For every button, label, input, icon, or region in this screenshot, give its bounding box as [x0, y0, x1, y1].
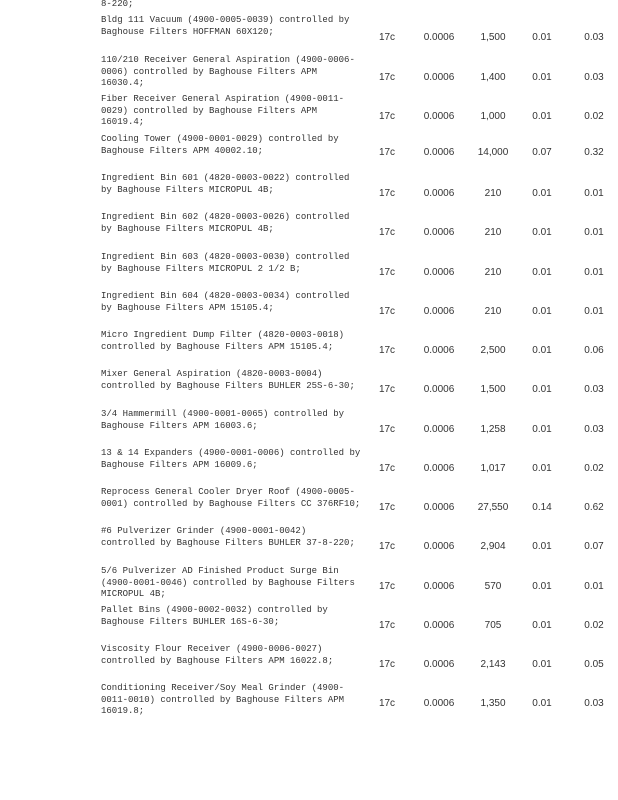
- flow-rate: 1,500: [480, 32, 506, 43]
- emission-factor: 0.0006: [423, 620, 455, 631]
- reference-code: 17c: [378, 227, 396, 238]
- flow-rate: 1,350: [480, 698, 506, 709]
- source-description: Ingredient Bin 604 (4820-0003-0034) controlled by Baghouse Filters APM 15105.4;: [101, 291, 350, 313]
- table-row: [0, 330, 618, 369]
- table-row: [0, 526, 618, 565]
- flow-rate: 210: [484, 227, 502, 238]
- emission-value-1: 0.14: [532, 502, 552, 513]
- emission-factor: 0.0006: [423, 541, 455, 552]
- flow-rate: 2,904: [480, 541, 506, 552]
- emission-factor: 0.0006: [423, 32, 455, 43]
- table-row: [0, 683, 618, 722]
- emission-factor: 0.0006: [423, 698, 455, 709]
- table-row: [0, 252, 618, 291]
- source-description: #6 Pulverizer Grinder (4900-0001-0042) controlled by Baghouse Filters BUHLER 37-8-220;: [101, 526, 355, 548]
- emission-value-2: 0.01: [584, 267, 604, 278]
- emission-value-1: 0.01: [532, 698, 552, 709]
- source-description: Conditioning Receiver/Soy Meal Grinder (4900-0011-0010) controlled by Baghouse Filters APM 16019.8;: [101, 683, 345, 716]
- table-row: [0, 134, 618, 173]
- reference-code: 17c: [378, 463, 396, 474]
- reference-code: 17c: [378, 502, 396, 513]
- table-row: [0, 644, 618, 683]
- table-row: [0, 94, 618, 133]
- emission-value-1: 0.01: [532, 384, 552, 395]
- emission-value-1: 0.01: [532, 463, 552, 474]
- flow-rate: 210: [484, 306, 502, 317]
- emission-value-2: 0.03: [584, 72, 604, 83]
- flow-rate: 1,500: [480, 384, 506, 395]
- flow-rate: 2,143: [480, 659, 506, 670]
- reference-code: 17c: [378, 111, 396, 122]
- flow-rate: 1,258: [480, 424, 506, 435]
- source-description: Mixer General Aspiration (4820-0003-0004) controlled by Baghouse Filters BUHLER 25S-6-30;: [101, 369, 355, 391]
- source-description: 13 & 14 Expanders (4900-0001-0006) controlled by Baghouse Filters APM 16009.6;: [101, 448, 361, 470]
- emission-value-2: 0.03: [584, 384, 604, 395]
- flow-rate: 27,550: [477, 502, 509, 513]
- emission-factor: 0.0006: [423, 227, 455, 238]
- emission-value-1: 0.01: [532, 659, 552, 670]
- table-row: [0, 212, 618, 251]
- emission-value-1: 0.01: [532, 227, 552, 238]
- flow-rate: 570: [484, 581, 502, 592]
- emission-value-1: 0.01: [532, 541, 552, 552]
- source-description: Ingredient Bin 601 (4820-0003-0022) controlled by Baghouse Filters MICROPUL 4B;: [101, 173, 350, 195]
- emission-factor: 0.0006: [423, 306, 455, 317]
- source-description: Bldg 111 Vacuum (4900-0005-0039) controlled by Baghouse Filters HOFFMAN 60X120;: [101, 15, 350, 37]
- source-description: Ingredient Bin 603 (4820-0003-0030) controlled by Baghouse Filters MICROPUL 2 1/2 B;: [101, 252, 350, 274]
- reference-code: 17c: [378, 147, 396, 158]
- table-row: [0, 291, 618, 330]
- emission-factor: 0.0006: [423, 502, 455, 513]
- emission-factor: 0.0006: [423, 72, 455, 83]
- source-description: 3/4 Hammermill (4900-0001-0065) controlled by Baghouse Filters APM 16003.6;: [101, 409, 345, 431]
- emission-factor: 0.0006: [423, 384, 455, 395]
- emission-factor: 0.0006: [423, 188, 455, 199]
- source-description: Reprocess General Cooler Dryer Roof (4900-0005-0001) controlled by Baghouse Filters CC 376RF10;: [101, 487, 361, 509]
- table-row: [0, 173, 618, 212]
- reference-code: 17c: [378, 384, 396, 395]
- reference-code: 17c: [378, 581, 396, 592]
- emission-factor: 0.0006: [423, 147, 455, 158]
- emission-value-2: 0.01: [584, 188, 604, 199]
- source-description: 110/210 Receiver General Aspiration (4900-0006-0006) controlled by Baghouse Filters APM 16030.4;: [101, 55, 355, 88]
- emission-value-2: 0.02: [584, 463, 604, 474]
- reference-code: 17c: [378, 620, 396, 631]
- reference-code: 17c: [378, 32, 396, 43]
- emission-value-2: 0.01: [584, 306, 604, 317]
- reference-code: 17c: [378, 188, 396, 199]
- emission-value-1: 0.07: [532, 147, 552, 158]
- emission-value-1: 0.01: [532, 581, 552, 592]
- top-fragment-text: 8-220;: [101, 0, 134, 9]
- source-description: 5/6 Pulverizer AD Finished Product Surge Bin (4900-0001-0046) controlled by Baghouse Filters MICROPUL 4B;: [101, 566, 355, 599]
- reference-code: 17c: [378, 306, 396, 317]
- table-row: [0, 409, 618, 448]
- table-row: [0, 566, 618, 605]
- reference-code: 17c: [378, 345, 396, 356]
- reference-code: 17c: [378, 72, 396, 83]
- flow-rate: 14,000: [477, 147, 509, 158]
- flow-rate: 210: [484, 267, 502, 278]
- emission-factor: 0.0006: [423, 345, 455, 356]
- reference-code: 17c: [378, 541, 396, 552]
- emission-value-1: 0.01: [532, 306, 552, 317]
- emission-value-1: 0.01: [532, 345, 552, 356]
- emission-factor: 0.0006: [423, 424, 455, 435]
- table-row: [0, 15, 618, 54]
- table-row: [0, 487, 618, 526]
- emission-factor: 0.0006: [423, 659, 455, 670]
- reference-code: 17c: [378, 267, 396, 278]
- emission-value-1: 0.01: [532, 72, 552, 83]
- emission-value-1: 0.01: [532, 620, 552, 631]
- table-row: [0, 55, 618, 94]
- emission-value-2: 0.32: [584, 147, 604, 158]
- emission-value-2: 0.02: [584, 111, 604, 122]
- flow-rate: 1,400: [480, 72, 506, 83]
- flow-rate: 210: [484, 188, 502, 199]
- emission-value-2: 0.05: [584, 659, 604, 670]
- emission-factor: 0.0006: [423, 267, 455, 278]
- source-description: Cooling Tower (4900-0001-0029) controlled by Baghouse Filters APM 40002.10;: [101, 134, 339, 156]
- emission-value-2: 0.01: [584, 227, 604, 238]
- flow-rate: 1,000: [480, 111, 506, 122]
- emission-value-1: 0.01: [532, 424, 552, 435]
- reference-code: 17c: [378, 424, 396, 435]
- source-description: Fiber Receiver General Aspiration (4900-0011-0029) controlled by Baghouse Filters APM 16019.4;: [101, 94, 345, 127]
- emission-factor: 0.0006: [423, 581, 455, 592]
- emission-factor: 0.0006: [423, 111, 455, 122]
- emission-value-2: 0.02: [584, 620, 604, 631]
- source-description: Viscosity Flour Receiver (4900-0006-0027) controlled by Baghouse Filters APM 16022.8;: [101, 644, 334, 666]
- emission-value-1: 0.01: [532, 188, 552, 199]
- flow-rate: 1,017: [480, 463, 506, 474]
- reference-code: 17c: [378, 659, 396, 670]
- emission-value-1: 0.01: [532, 32, 552, 43]
- emission-value-2: 0.03: [584, 32, 604, 43]
- emission-value-2: 0.06: [584, 345, 604, 356]
- emission-value-2: 0.03: [584, 698, 604, 709]
- table-row: [0, 369, 618, 408]
- table-row: [0, 448, 618, 487]
- emission-value-2: 0.01: [584, 581, 604, 592]
- emission-value-1: 0.01: [532, 267, 552, 278]
- flow-rate: 2,500: [480, 345, 506, 356]
- emission-value-2: 0.07: [584, 541, 604, 552]
- reference-code: 17c: [378, 698, 396, 709]
- emission-value-2: 0.62: [584, 502, 604, 513]
- table-row: [0, 605, 618, 644]
- source-description: Ingredient Bin 602 (4820-0003-0026) controlled by Baghouse Filters MICROPUL 4B;: [101, 212, 350, 234]
- emission-factor: 0.0006: [423, 463, 455, 474]
- emission-value-2: 0.03: [584, 424, 604, 435]
- emission-value-1: 0.01: [532, 111, 552, 122]
- source-description: Pallet Bins (4900-0002-0032) controlled by Baghouse Filters BUHLER 16S-6-30;: [101, 605, 328, 627]
- source-description: Micro Ingredient Dump Filter (4820-0003-0018) controlled by Baghouse Filters APM 15105.4;: [101, 330, 345, 352]
- flow-rate: 705: [484, 620, 502, 631]
